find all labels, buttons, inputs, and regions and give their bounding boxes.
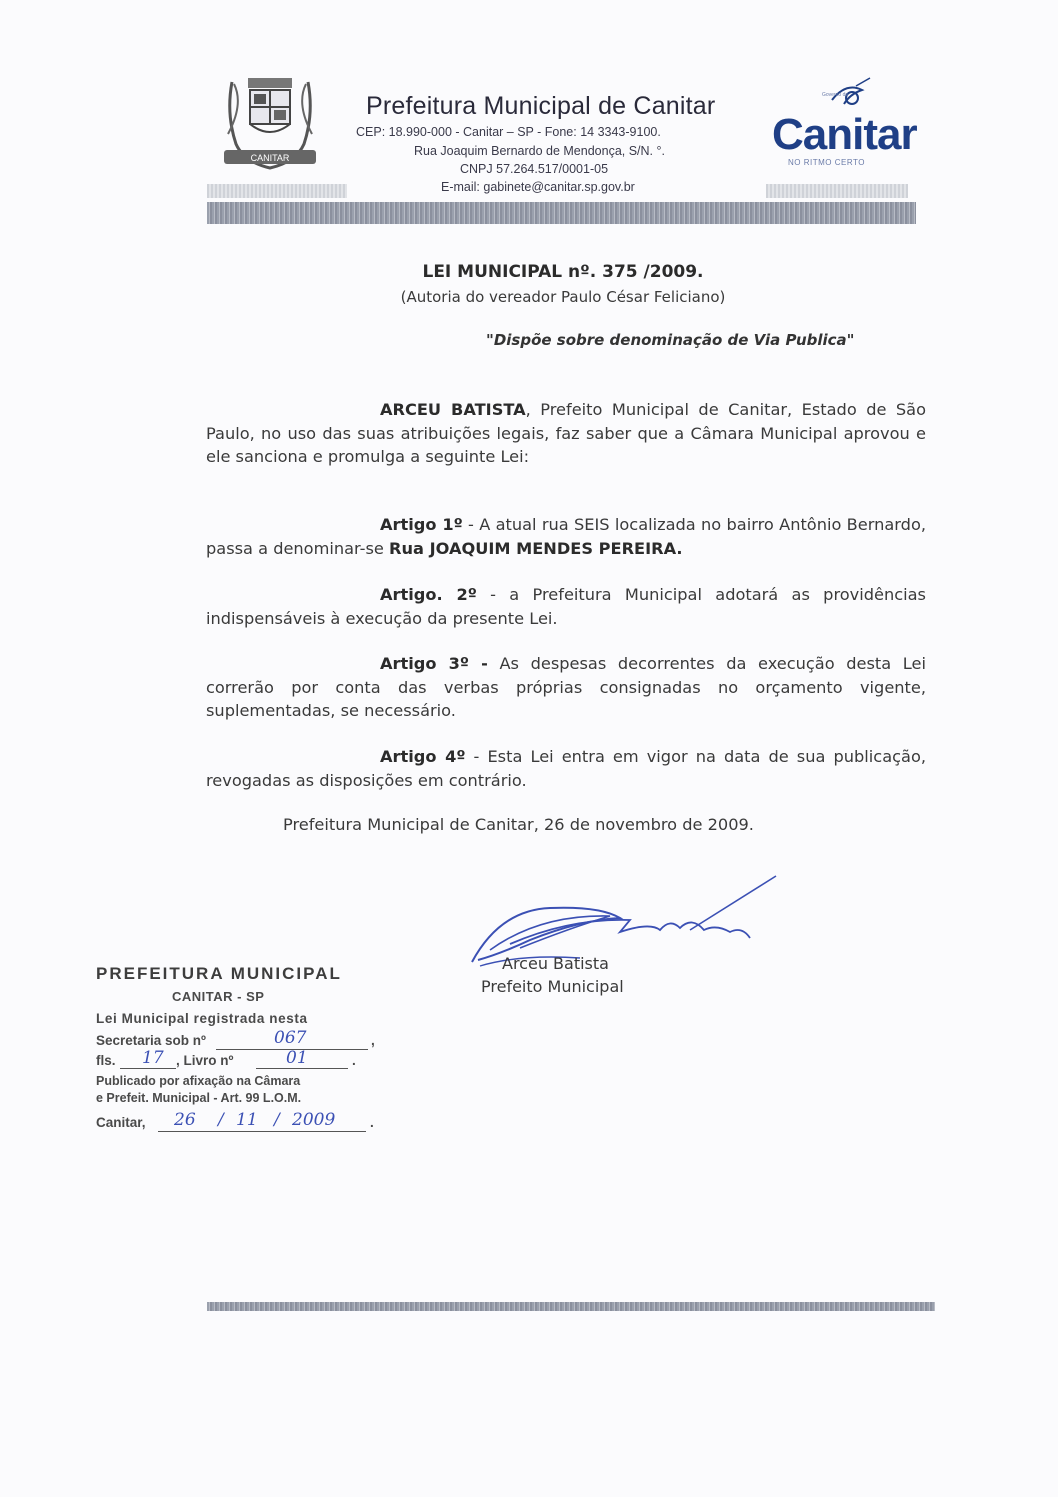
mayor-name: ARCEU BATISTA [380,400,526,419]
stamp-line-date [96,1115,146,1130]
stamp-date-day: 26 [174,1110,196,1130]
stamp-rule-date [158,1131,366,1132]
law-author: (Autoria do vereador Paulo César Feliciano) [400,288,726,306]
letterhead-address: Rua Joaquim Bernardo de Mendonça, S/N. °. [414,144,665,158]
stamp-period: . [352,1053,356,1068]
svg-text:CANITAR: CANITAR [250,153,290,163]
stamp-subtitle: CANITAR - SP [172,989,265,1004]
stamp-date-sep1: / [218,1110,224,1130]
signatory-name: Arceu Batista [502,954,609,973]
logo-slogan: NO RITMO CERTO [788,158,865,167]
stamp-fls-label: fls. [96,1053,116,1068]
stamp-date-year: 2009 [292,1110,336,1130]
letterhead-title: Prefeitura Municipal de Canitar [366,92,716,120]
stamp-secretaria-label: Secretaria sob nº [96,1033,206,1048]
stamp-rule-livro [256,1068,348,1069]
logo-wordmark: Canitar [772,110,917,159]
signatory-role: Prefeito Municipal [481,977,624,996]
article-2 [206,583,926,630]
law-title: LEI MUNICIPAL nº. 375 /2009. [422,262,704,282]
article-4-label: Artigo 4º [380,747,466,766]
stamp-number-handwritten: 067 [274,1028,307,1048]
article-1-street-name: Rua JOAQUIM MENDES PEREIRA. [389,538,683,558]
header-decor-bar-right [766,184,908,198]
stamp-comma: , [371,1033,375,1048]
article-1-text: - A atual rua SEIS localizada no bairro Antônio Bernardo, passa a denominar-se [206,515,926,558]
header-divider-band [207,202,916,224]
stamp-line-secretaria [96,1033,206,1048]
stamp-date-sep2: / [274,1110,280,1130]
article-2-text: - a Prefeitura Municipal adotará as providências indispensáveis à execução da presente Lei. [206,585,926,628]
letterhead-email: E-mail: gabinete@canitar.sp.gov.br [441,180,635,194]
stamp-line-registered: Lei Municipal registrada nesta [96,1011,308,1026]
article-3 [206,652,926,723]
letterhead-cep-phone: CEP: 18.990-000 - Canitar – SP - Fone: 14 3343-9100. [356,125,661,139]
article-3-label: Artigo 3º - [380,654,488,673]
intro-paragraph [206,398,926,469]
stamp-livro-label: , Livro nº [176,1053,234,1068]
stamp-title: PREFEITURA MUNICIPAL [96,964,342,983]
place-and-date: Prefeitura Municipal de Canitar, 26 de novembro de 2009. [283,815,754,834]
article-2-label: Artigo. 2º [380,585,477,604]
intro-text: , Prefeito Municipal de Canitar, Estado de São Paulo, no uso das suas atribuições legais, faz saber que a Câmara Municipal aprovou e ele sanciona e promulga a seguinte Lei: [206,400,926,466]
stamp-rule-fls [120,1068,176,1069]
stamp-line-fls [96,1053,116,1068]
article-3-text: As despesas decorrentes da execução desta Lei correrão por conta das verbas próprias consignadas no orçamento vigente, suplementadas, se necessário. [206,654,926,720]
stamp-line-article: e Prefeit. Municipal - Art. 99 L.O.M. [96,1091,302,1105]
stamp-fls-handwritten: 17 [142,1048,164,1068]
stamp-date-period: . [370,1115,374,1130]
stamp-line-published: Publicado por afixação na Câmara [96,1074,301,1088]
article-4-text: - Esta Lei entra em vigor na data de sua publicação, revogadas as disposições em contrário. [206,747,926,790]
article-4 [206,745,926,792]
law-ementa: "Dispõe sobre denominação de Via Publica" [486,331,855,349]
letterhead-cnpj: CNPJ 57.264.517/0001-05 [460,162,609,176]
municipal-crest-icon [214,74,326,174]
stamp-livro-handwritten: 01 [286,1048,308,1068]
stamp-date-month: 11 [236,1110,258,1130]
header-decor-bar-left [207,184,347,198]
article-1-label: Artigo 1º [380,515,463,534]
stamp-date-label: Canitar, [96,1115,146,1130]
article-1 [206,513,926,560]
footer-divider-band [207,1302,935,1311]
svg-text:Governo de: Governo de [822,92,849,98]
